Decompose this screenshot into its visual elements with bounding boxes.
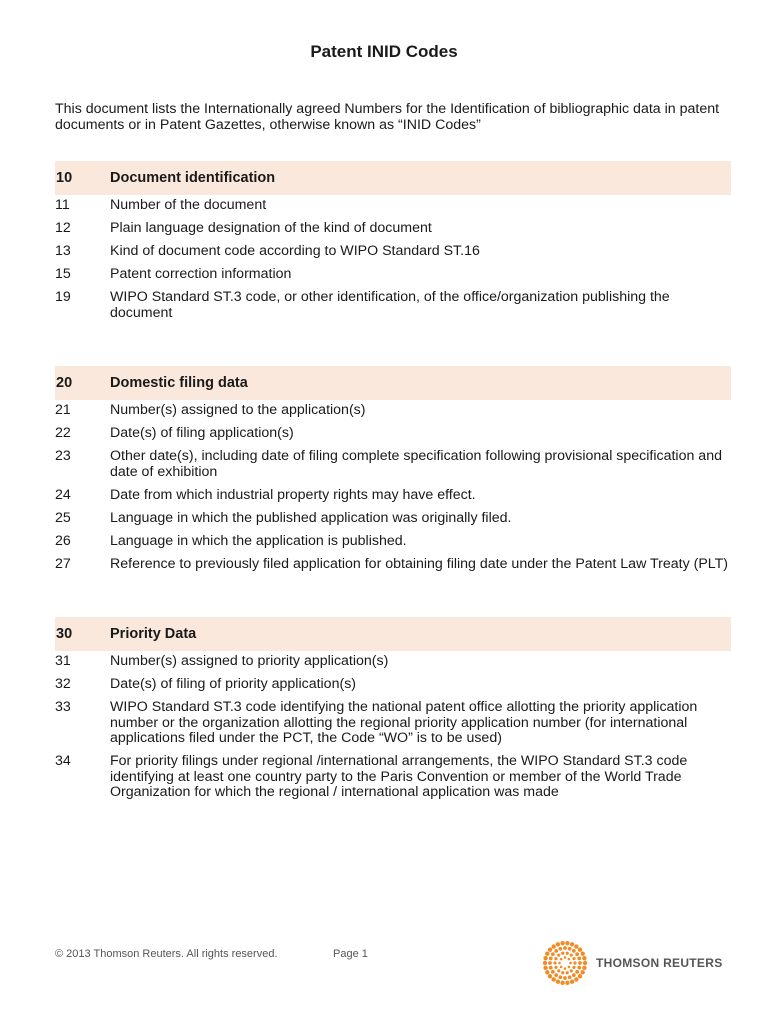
footer-logo <box>542 940 723 986</box>
table-row <box>55 511 735 527</box>
row-desc-line: Plain language designation of the kind of document <box>110 220 432 236</box>
section-rows-10 <box>55 198 735 321</box>
logo-dot <box>561 971 564 974</box>
logo-dot <box>583 961 587 965</box>
logo-dot <box>577 966 581 970</box>
row-desc <box>110 488 735 504</box>
row-code: 26 <box>55 532 71 549</box>
row-code: 22 <box>55 425 71 441</box>
logo-dot <box>568 975 572 979</box>
footer-copyright: © 2013 Thomson Reuters. All rights reserved. <box>55 948 278 960</box>
row-code: 25 <box>55 509 71 526</box>
row-desc <box>110 700 735 747</box>
table-row <box>55 677 735 693</box>
logo-dot <box>577 956 581 960</box>
row-desc-line: For priority filings under regional /international arrangements, the WIPO Standard ST.3 code <box>110 753 688 769</box>
logo-dot <box>570 969 573 972</box>
section-title: Domestic filing data <box>110 375 248 391</box>
intro-line: This document lists the Internationally agreed Numbers for the Identification of bibliographic data in patent <box>55 101 720 117</box>
row-code: 19 <box>55 289 71 305</box>
logo-dot <box>560 966 563 969</box>
logo-dot <box>551 952 555 956</box>
footer-page-number: Page 1 <box>333 948 368 960</box>
row-desc-line: Language in which the published application was originally filed. <box>110 509 512 526</box>
row-desc <box>110 426 735 442</box>
table-row <box>55 557 735 573</box>
row-desc <box>110 511 735 527</box>
logo-dot <box>558 962 561 965</box>
logo-dot <box>553 961 556 964</box>
logo-dot <box>574 977 578 981</box>
section-code: 10 <box>56 170 73 186</box>
logo-dot <box>570 980 574 984</box>
row-code: 11 <box>55 197 70 213</box>
intro-line: documents or in Patent Gazettes, otherwise known as “INID Codes” <box>55 117 481 133</box>
table-row <box>55 267 735 283</box>
table-row <box>55 426 735 442</box>
table-row <box>55 403 735 419</box>
row-code: 23 <box>55 448 71 464</box>
row-desc <box>110 221 735 237</box>
logo-dot <box>556 942 560 946</box>
logo-dot <box>582 966 586 970</box>
row-desc-line: Number(s) assigned to the application(s) <box>110 402 366 418</box>
table-row <box>55 449 735 480</box>
table-row <box>55 654 735 670</box>
logo-dot <box>566 971 569 974</box>
logo-dot <box>568 947 572 951</box>
row-desc-line: Other date(s), including date of filing complete specification following provisional specification and <box>110 448 722 464</box>
logo-dot <box>564 967 567 970</box>
row-code: 32 <box>55 676 71 692</box>
table-row <box>55 244 735 260</box>
logo-dot <box>575 952 579 956</box>
logo-dot <box>558 975 562 979</box>
logo-dot <box>578 961 582 965</box>
logo-dot <box>548 974 552 978</box>
row-code: 34 <box>55 753 71 769</box>
logo-dot <box>581 970 585 974</box>
logo-dot <box>554 949 558 953</box>
row-desc-line: Reference to previously filed application for obtaining filing date under the Patent Law Treaty (PLT) <box>110 555 729 572</box>
row-code: 33 <box>55 699 71 715</box>
row-desc-line: Date from which industrial property rights may have effect. <box>110 486 476 503</box>
logo-dot <box>551 944 555 948</box>
logo-dot <box>560 981 564 985</box>
logo-dot <box>572 949 576 953</box>
logo-dot <box>557 954 560 957</box>
table-row <box>55 534 735 550</box>
logo-dot <box>574 944 578 948</box>
row-desc <box>110 198 735 214</box>
row-desc <box>110 654 735 670</box>
logo-dot <box>548 961 552 965</box>
row-code: 24 <box>55 486 71 503</box>
row-desc-line: document <box>110 304 173 321</box>
table-row <box>55 290 735 321</box>
logo-dot <box>563 946 567 950</box>
row-desc <box>110 267 735 283</box>
logo-dot <box>554 966 557 969</box>
logo-dot <box>560 958 563 961</box>
logo-dot <box>570 942 574 946</box>
logo-dot <box>554 957 557 960</box>
logo-dot <box>565 941 569 945</box>
logo-dot <box>558 947 562 951</box>
logo-dot <box>564 956 567 959</box>
row-desc-line: WIPO Standard ST.3 code, or other identification, of the office/organization publishing the <box>110 289 670 305</box>
logo-dot <box>560 941 564 945</box>
logo-dot <box>556 980 560 984</box>
logo-dot <box>565 981 569 985</box>
logo-dot <box>551 977 555 981</box>
row-desc <box>110 449 735 480</box>
row-code: 12 <box>55 220 71 236</box>
logo-dot <box>545 970 549 974</box>
logo-dot <box>543 966 547 970</box>
table-row <box>55 198 735 214</box>
row-desc-line: Kind of document code according to WIPO Standard ST.16 <box>110 243 480 259</box>
section-header-30 <box>55 617 731 651</box>
row-code: 27 <box>55 555 71 572</box>
row-code: 15 <box>55 266 71 282</box>
logo-dot <box>578 974 582 978</box>
logo-dot <box>570 954 573 957</box>
logo-dot <box>573 961 576 964</box>
section-rows-20 <box>55 403 735 572</box>
logo-dot <box>578 948 582 952</box>
row-desc-line: Date(s) of filing of priority application(s) <box>110 676 357 692</box>
logo-dot <box>582 956 586 960</box>
row-desc-line: applications filed under the PCT, the Code “WO” is to be used) <box>110 730 502 746</box>
row-desc <box>110 754 735 801</box>
logo-dot <box>557 969 560 972</box>
section-rows-30 <box>55 654 735 801</box>
logo-dot <box>554 973 558 977</box>
section-header-20 <box>55 366 731 400</box>
logo-dot <box>549 966 553 970</box>
logo-dot <box>569 962 572 965</box>
logo-dot <box>543 956 547 960</box>
logo-dot <box>568 958 571 961</box>
thomson-reuters-logo-icon <box>542 940 588 986</box>
row-desc-line: Date(s) of filing application(s) <box>110 425 294 441</box>
logo-dot <box>572 973 576 977</box>
row-desc <box>110 244 735 260</box>
row-code: 31 <box>55 653 71 669</box>
logo-dot <box>568 966 571 969</box>
row-desc-line: date of exhibition <box>110 463 218 480</box>
row-desc <box>110 290 735 321</box>
section-header-10 <box>55 161 731 195</box>
logo-dot <box>563 976 567 980</box>
row-desc-line: Number(s) assigned to priority application(s) <box>110 653 389 669</box>
row-desc <box>110 403 735 419</box>
logo-dot <box>548 948 552 952</box>
logo-dot <box>545 952 549 956</box>
row-desc-line: Patent correction information <box>110 266 292 282</box>
logo-dot <box>581 952 585 956</box>
section-code: 30 <box>56 626 73 642</box>
row-desc <box>110 557 735 573</box>
logo-dot <box>551 970 555 974</box>
table-row <box>55 700 735 747</box>
page-title: Patent INID Codes <box>310 42 458 61</box>
logo-text: THOMSON REUTERS <box>596 956 723 970</box>
row-code: 21 <box>55 402 71 418</box>
row-desc <box>110 534 735 550</box>
logo-dot <box>572 957 575 960</box>
logo-dot <box>572 966 575 969</box>
table-row <box>55 221 735 237</box>
section-title: Priority Data <box>110 626 197 642</box>
table-row <box>55 754 735 801</box>
logo-dot <box>561 952 564 955</box>
logo-dot <box>543 961 547 965</box>
row-desc-line: WIPO Standard ST.3 code identifying the national patent office allotting the priority application <box>110 699 698 715</box>
logo-dot <box>549 956 553 960</box>
row-desc-line: Number of the document <box>110 197 267 213</box>
logo-dot <box>566 952 569 955</box>
intro-paragraph <box>55 101 735 133</box>
row-desc-line: identifying at least one country party to the Paris Convention or member of the World Trade <box>110 768 682 785</box>
section-title: Document identification <box>110 170 276 186</box>
section-code: 20 <box>56 375 73 391</box>
logo-dot <box>575 970 579 974</box>
row-code: 13 <box>55 243 71 259</box>
table-row <box>55 488 735 504</box>
row-desc-line: number or the organization allotting the regional priority application number (for international <box>110 714 688 731</box>
row-desc <box>110 677 735 693</box>
row-desc-line: Language in which the application is published. <box>110 532 407 549</box>
row-desc-line: Organization for which the regional / international application was made <box>110 784 559 800</box>
